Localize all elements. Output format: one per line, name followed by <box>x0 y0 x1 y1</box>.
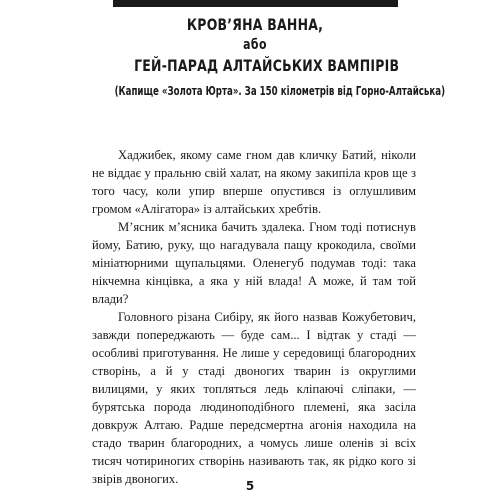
heading-line-1: КРОВ’ЯНА ВАННА, <box>186 15 324 34</box>
paragraph: Хаджибек, якому саме гном дав кличку Батий, ніколи не віддає у пральню свій халат, на якому закипіла кров ще з того часу, коли упир вперше опустився із оглушливим громом «Алігатора» із алтайських хребтів. <box>92 148 416 216</box>
paragraph: Головного різана Сибіру, як його назвав Кожубетович, завжди попереджають — буде сам... І відтак у стаді — особливі приготування. Не лише у середовищі благородних створінь, а й у стаді двоногих тварин із округлими вилицями, у яких топляться ледь кліпаючі сліпаки, — бурятська порода людиноподібного племені, яка засіла довкруж Алтаю. Радше передсмертна агонія находила на стадо тварин благородних, а чомусь лише оленів зі всіх тисяч чотириногих створінь називають так, як рідко кого зі звірів двоногих. <box>92 310 416 486</box>
top-rule <box>113 0 398 7</box>
heading-connector: або <box>243 37 267 53</box>
chapter-subtitle: (Капище «Золота Юрта». За 150 кілометрів від Горно-Алтайська) <box>114 84 446 98</box>
heading-line-3: ГЕЙ-ПАРАД АЛТАЙСЬКИХ ВАМПІРІВ <box>134 56 400 75</box>
page-number: 5 <box>245 479 255 493</box>
paragraph: М’ясник м’ясника бачить здалека. Гном тоді потиснув йому, Батию, руку, що нагадувала пащу крокодила, своїми мініатюрними щупальцями. Оленегуб подумав тоді: така нікчемна кінцівка, а яка у ній влада! А може, й там той влади? <box>92 220 416 306</box>
body-text <box>92 146 416 488</box>
chapter-heading <box>134 14 400 76</box>
